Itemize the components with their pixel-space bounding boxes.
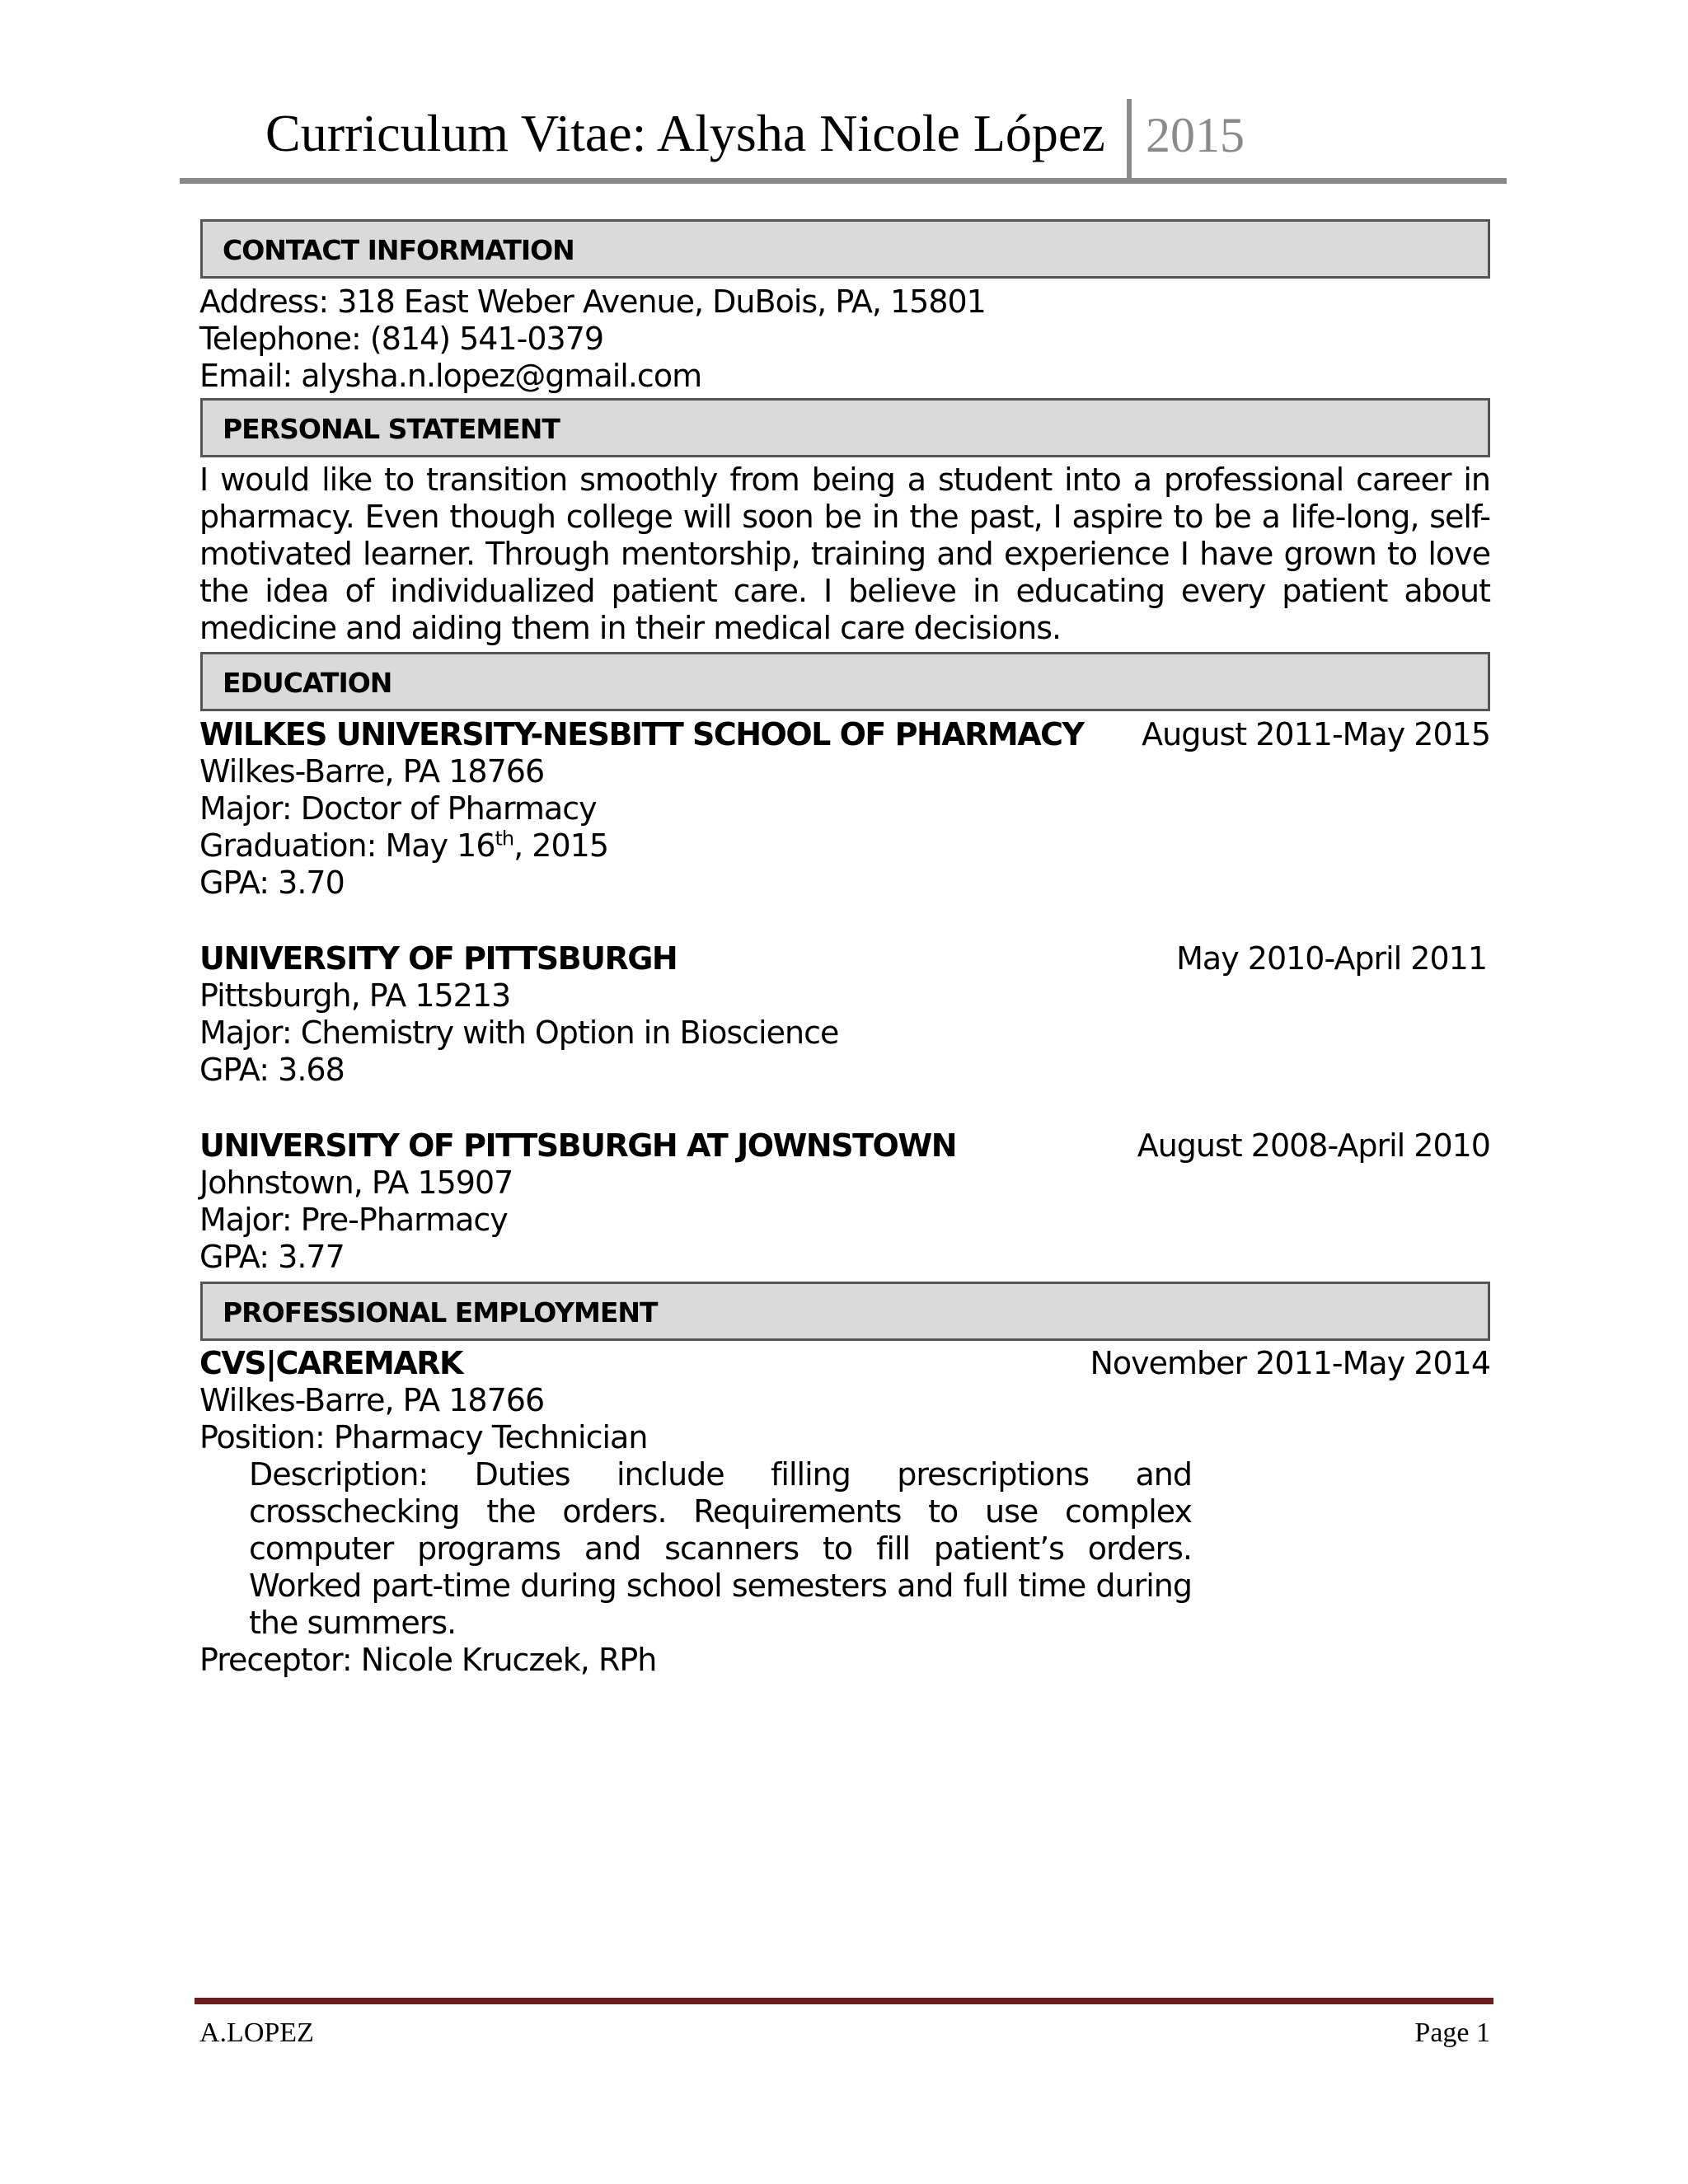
employment-position: Position: Pharmacy Technician: [199, 1419, 648, 1455]
school-name: UNIVERSITY OF PITTSBURGH AT JOWNSTOWN: [199, 1127, 957, 1164]
school-major: Major: Doctor of Pharmacy: [199, 790, 597, 827]
school-graduation: [199, 827, 608, 865]
school-location: Johnstown, PA 15907: [199, 1165, 513, 1201]
contact-section-header: [200, 219, 1490, 279]
school-dates: August 2008-April 2010: [1137, 1127, 1490, 1164]
employment-preceptor: Preceptor: Nicole Kruczek, RPh: [199, 1642, 657, 1678]
statement-heading: PERSONAL STATEMENT: [223, 413, 560, 445]
graduation-ordinal: th: [495, 827, 514, 851]
school-major: Major: Chemistry with Option in Bioscience: [199, 1015, 839, 1051]
contact-telephone: Telephone: (814) 541-0379: [199, 321, 604, 357]
header-divider: [1127, 99, 1132, 178]
education-section-header: [200, 652, 1490, 711]
contact-heading: CONTACT INFORMATION: [223, 234, 574, 266]
school-name: WILKES UNIVERSITY-NESBITT SCHOOL OF PHARMACY: [199, 716, 1084, 752]
school-dates: August 2011-May 2015: [1142, 716, 1490, 752]
school-gpa: GPA: 3.77: [199, 1239, 345, 1275]
header-year: 2015: [1146, 108, 1245, 162]
employment-heading: PROFESSIONAL EMPLOYMENT: [223, 1296, 658, 1329]
employer-location: Wilkes-Barre, PA 18766: [199, 1382, 545, 1418]
employment-section-header: [200, 1282, 1490, 1341]
employment-dates: November 2011-May 2014: [1090, 1345, 1490, 1381]
school-gpa: GPA: 3.70: [199, 865, 345, 901]
contact-address: Address: 318 East Weber Avenue, DuBois, PA, 15801: [199, 284, 986, 320]
school-name: UNIVERSITY OF PITTSBURGH: [199, 940, 678, 977]
school-major: Major: Pre-Pharmacy: [199, 1202, 508, 1238]
employment-description: Description: Duties include filling prescriptions and crosschecking the orders. Requirements to use complex computer programs and scanners to fill patient’s orders. Worked part-time during school semesters and full time during the summers.: [249, 1456, 1192, 1641]
school-location: Wilkes-Barre, PA 18766: [199, 753, 545, 790]
graduation-prefix: Graduation: May 16: [199, 827, 495, 864]
school-location: Pittsburgh, PA 15213: [199, 977, 511, 1014]
education-heading: EDUCATION: [223, 667, 392, 699]
personal-statement: I would like to transition smoothly from being a student into a professional career in pharmacy. Even though college will soon be in the past, I aspire to be a life-long, self-motivated learner. Through mentorship, training and experience I have grown to love the idea of individualized patient care. I believe in educating every patient about medicine and aiding them in their medical care decisions.: [199, 462, 1490, 646]
footer-rule: [195, 1998, 1493, 2004]
page-header: [180, 92, 1507, 184]
statement-section-header: [200, 398, 1490, 457]
school-gpa: GPA: 3.68: [199, 1052, 345, 1088]
graduation-suffix: , 2015: [513, 827, 609, 864]
school-dates: May 2010-April 2011: [1176, 940, 1487, 977]
footer-author: A.LOPEZ: [199, 2018, 314, 2048]
employer-name: CVS|CAREMARK: [199, 1345, 462, 1381]
page-number: Page 1: [1414, 2018, 1490, 2048]
page-title: Curriculum Vitae: Alysha Nicole López: [265, 104, 1105, 162]
contact-email: Email: alysha.n.lopez@gmail.com: [199, 358, 702, 394]
